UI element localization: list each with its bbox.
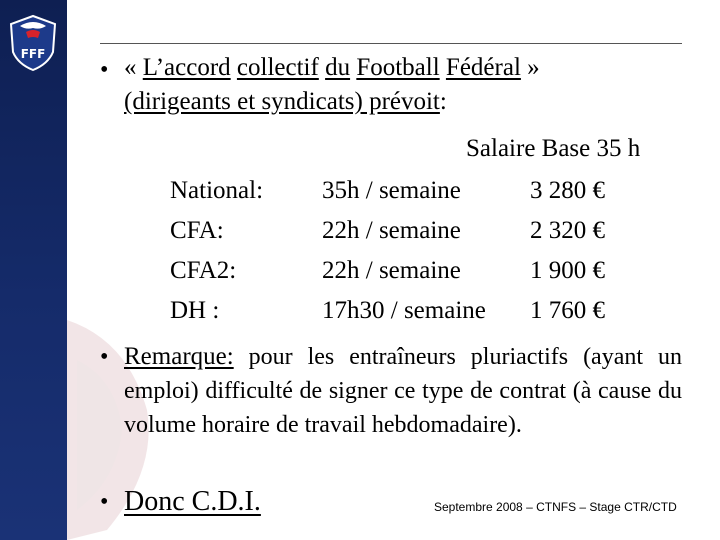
remark-label[interactable]: Remarque: xyxy=(124,343,234,370)
bullet-remark: • xyxy=(100,344,109,370)
row-4-level: DH : xyxy=(170,297,220,324)
intro-word-1[interactable]: L’accord xyxy=(142,54,231,81)
fff-logo-icon xyxy=(8,14,58,72)
row-4-hours: 17h30 / semaine xyxy=(322,297,486,324)
row-3-hours: 22h / semaine xyxy=(322,257,461,284)
row-2-level: CFA: xyxy=(170,217,224,244)
header-rule xyxy=(100,43,682,44)
row-3-salary: 1 900 € xyxy=(530,257,605,284)
row-4-salary: 1 760 € xyxy=(530,297,605,324)
svg-text:FFF: FFF xyxy=(20,47,46,61)
bullet-intro: • xyxy=(100,57,109,83)
sidebar-band xyxy=(0,0,67,540)
intro-line-1 xyxy=(124,54,540,82)
intro-word-2[interactable]: collectif xyxy=(236,54,319,81)
row-3-level: CFA2: xyxy=(170,257,237,284)
row-2-salary: 2 320 € xyxy=(530,217,605,244)
intro-colon: : xyxy=(439,88,447,115)
conclusion-link[interactable]: Donc C.D.I. xyxy=(124,486,261,517)
intro-word-4[interactable]: Football xyxy=(356,54,440,81)
intro-word-3[interactable]: du xyxy=(325,54,351,81)
salary-header: Salaire Base 35 h xyxy=(466,135,641,162)
bullet-conclusion: • xyxy=(100,489,109,515)
quote-close: » xyxy=(520,54,540,81)
intro-word-5[interactable]: Fédéral xyxy=(445,54,521,81)
quote-open: « xyxy=(124,54,143,81)
row-1-level: National: xyxy=(170,177,264,204)
remark-paragraph xyxy=(124,340,682,442)
row-1-salary: 3 280 € xyxy=(530,177,605,204)
intro-line-2 xyxy=(124,88,447,116)
slide-footer: Septembre 2008 – CTNFS – Stage CTR/CTD xyxy=(434,500,677,514)
remark-text: pour les entraîneurs pluriactifs (ayant un emploi) difficulté de signer ce type de contrat (à cause du volume horaire de travail hebdomadaire). xyxy=(124,344,682,438)
intro-link[interactable]: (dirigeants et syndicats) prévoit xyxy=(124,88,440,115)
row-2-hours: 22h / semaine xyxy=(322,217,461,244)
row-1-hours: 35h / semaine xyxy=(322,177,461,204)
